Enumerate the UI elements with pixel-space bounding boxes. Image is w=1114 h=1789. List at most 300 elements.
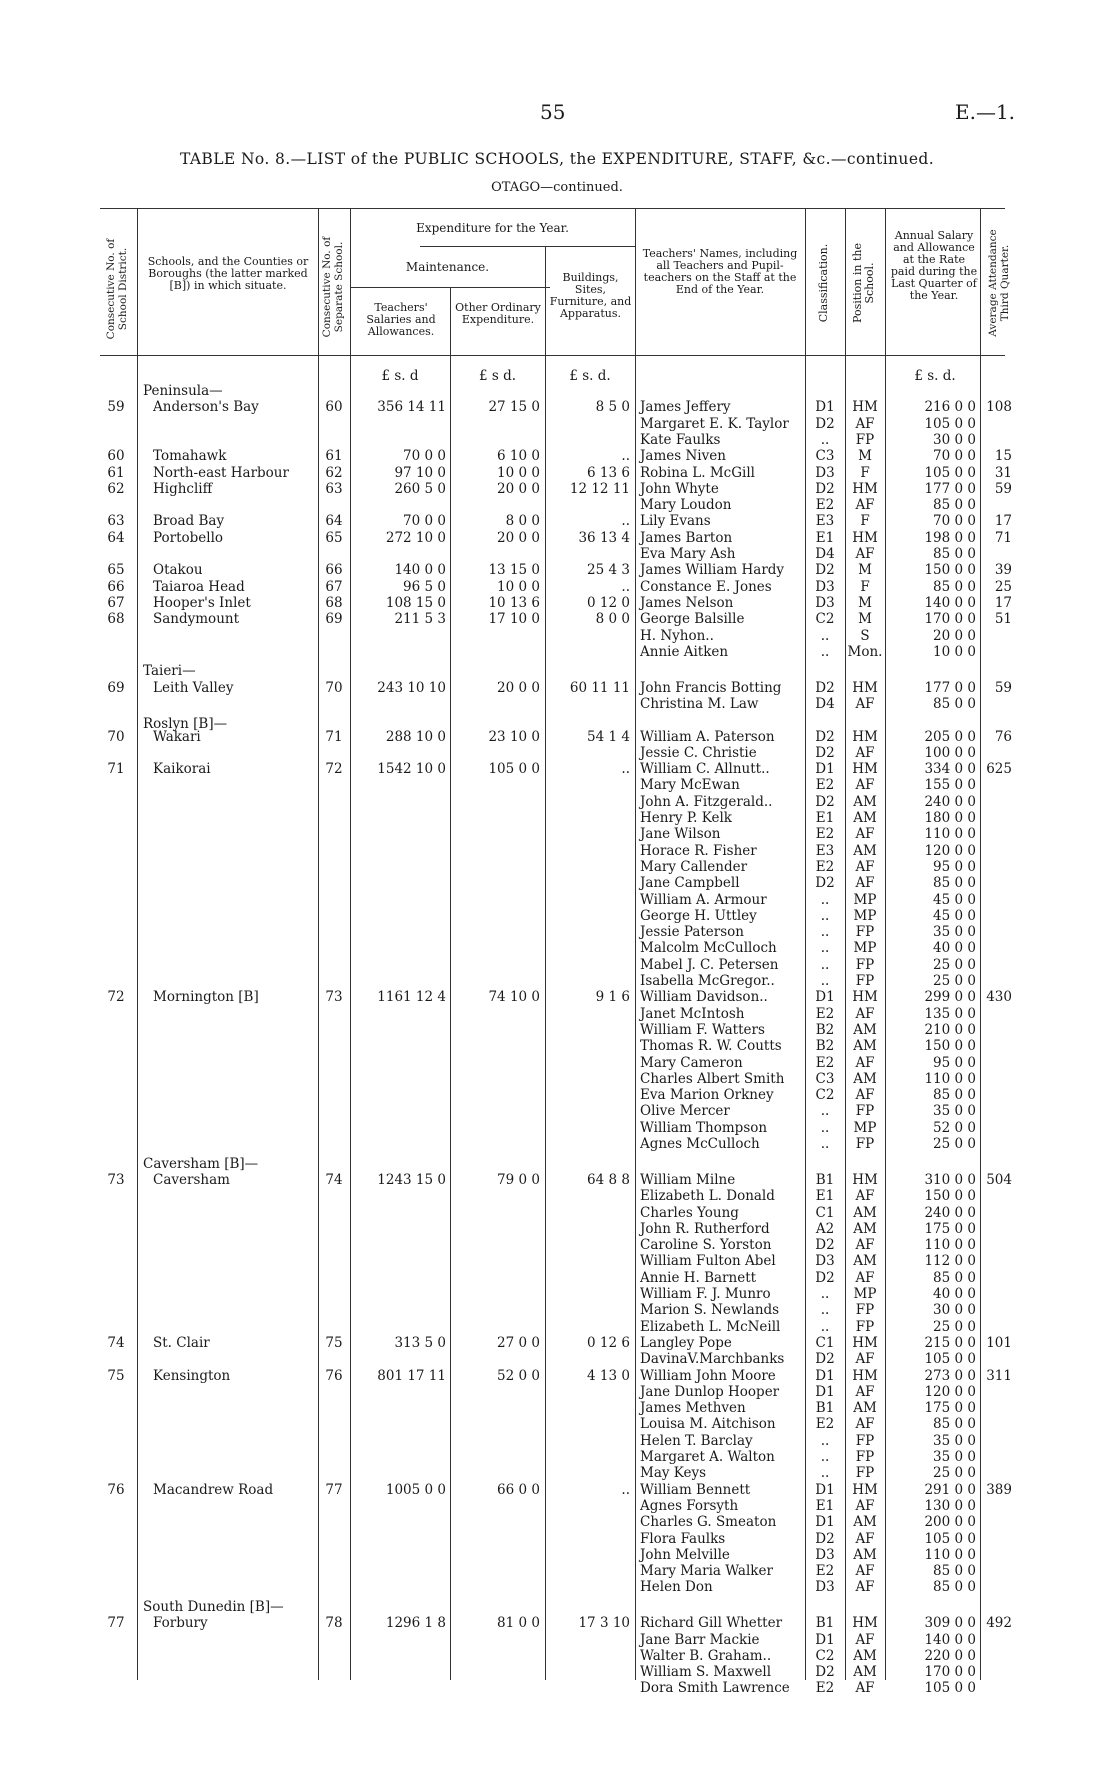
- teachers-salaries: 272 10 0: [385, 529, 446, 546]
- classification: D2: [815, 480, 835, 497]
- header-school-no: Consecutive No. of Separate School.: [321, 236, 345, 338]
- teacher-name: Richard Gill Whetter: [640, 1615, 783, 1632]
- other-expenditure: 74 10 0: [488, 989, 540, 1006]
- classification: D1: [815, 1514, 835, 1531]
- teacher-name: Walter B. Graham..: [640, 1647, 772, 1664]
- classification: ..: [820, 627, 830, 644]
- classification: C3: [815, 448, 835, 465]
- teacher-name: William A. Armour: [640, 891, 767, 908]
- other-expenditure: 8 0 0: [505, 513, 540, 530]
- teacher-name: Eva Marion Orkney: [640, 1087, 774, 1104]
- buildings-expenditure: ..: [621, 1481, 630, 1498]
- position: AF: [855, 744, 875, 761]
- group-heading: Peninsula—: [143, 383, 223, 399]
- annual-salary: 35 0 0: [933, 1449, 976, 1466]
- teacher-name: Mabel J. C. Petersen: [640, 956, 779, 973]
- teacher-name: Jane Campbell: [640, 875, 740, 892]
- position: AF: [855, 1005, 875, 1022]
- other-expenditure: 52 0 0: [497, 1367, 540, 1384]
- school-no: 72: [325, 761, 343, 778]
- teacher-name: James Methven: [640, 1400, 746, 1417]
- position: MP: [853, 907, 877, 924]
- position: MP: [853, 891, 877, 908]
- position: AF: [855, 858, 875, 875]
- annual-salary: 10 0 0: [933, 643, 976, 660]
- school-no: 70: [325, 679, 343, 696]
- classification: C2: [815, 1087, 835, 1104]
- classification: E2: [815, 1005, 835, 1022]
- district-no: 75: [107, 1367, 125, 1384]
- classification: B2: [815, 1038, 835, 1055]
- position: M: [858, 562, 872, 579]
- annual-salary: 180 0 0: [924, 810, 976, 827]
- position: AF: [855, 1631, 875, 1648]
- teacher-name: Robina L. McGill: [640, 464, 755, 481]
- group-heading: South Dunedin [B]—: [143, 1598, 284, 1615]
- school-name: Taiaroa Head: [153, 578, 245, 595]
- district-no: 64: [107, 529, 125, 546]
- school-name: Otakou: [153, 562, 203, 579]
- school-no: 68: [325, 594, 343, 611]
- district-no: 73: [107, 1171, 125, 1188]
- school-no: 73: [325, 989, 343, 1006]
- teacher-name: Agnes Forsyth: [640, 1497, 739, 1514]
- teacher-name: Helen T. Barclay: [640, 1432, 753, 1449]
- classification: E2: [815, 497, 835, 514]
- annual-salary: 205 0 0: [924, 728, 976, 745]
- school-no: 67: [325, 578, 343, 595]
- annual-salary: 45 0 0: [933, 907, 976, 924]
- position: AF: [855, 1054, 875, 1071]
- attendance: 39: [994, 562, 1012, 579]
- classification: D3: [815, 1579, 835, 1596]
- annual-salary: 85 0 0: [933, 1269, 976, 1286]
- group-heading: Roslyn [B]—: [143, 715, 228, 732]
- district-no: 62: [107, 480, 125, 497]
- attendance: 76: [994, 728, 1012, 745]
- teacher-name: Annie H. Barnett: [640, 1269, 757, 1286]
- classification: E2: [815, 1416, 835, 1433]
- attendance: 625: [986, 761, 1012, 778]
- currency-header-other: £ s d.: [478, 368, 517, 384]
- classification: E2: [815, 777, 835, 794]
- classification: D1: [815, 761, 835, 778]
- classification: ..: [820, 940, 830, 957]
- position: AM: [853, 1070, 877, 1087]
- school-name: Hooper's Inlet: [153, 594, 251, 611]
- teacher-name: Mary Loudon: [640, 497, 732, 514]
- classification: ..: [820, 1449, 830, 1466]
- position: AF: [855, 777, 875, 794]
- position: AF: [855, 1087, 875, 1104]
- annual-salary: 25 0 0: [933, 973, 976, 990]
- district-no: 76: [107, 1481, 125, 1498]
- classification: ..: [820, 891, 830, 908]
- classification: E2: [815, 1680, 835, 1697]
- annual-salary: 45 0 0: [933, 891, 976, 908]
- classification: E1: [815, 529, 835, 546]
- teacher-name: Elizabeth L. Donald: [640, 1188, 775, 1205]
- teacher-name: Mary Cameron: [640, 1054, 743, 1071]
- position: FP: [855, 1103, 875, 1120]
- teacher-name: Flora Faulks: [640, 1530, 726, 1547]
- classification: E2: [815, 1054, 835, 1071]
- attendance: 59: [994, 679, 1012, 696]
- annual-salary: 100 0 0: [924, 744, 976, 761]
- annual-salary: 198 0 0: [924, 529, 976, 546]
- other-expenditure: 20 0 0: [497, 679, 540, 696]
- teachers-salaries: 1542 10 0: [377, 761, 446, 778]
- classification: C2: [815, 1647, 835, 1664]
- teachers-salaries: 801 17 11: [377, 1367, 446, 1384]
- teacher-name: Margaret E. K. Taylor: [640, 415, 789, 432]
- teacher-name: Mary Maria Walker: [640, 1563, 773, 1580]
- teacher-name: James Niven: [640, 448, 726, 465]
- teachers-salaries: 313 5 0: [394, 1334, 446, 1351]
- classification: ..: [820, 1119, 830, 1136]
- attendance: 430: [986, 989, 1012, 1006]
- teacher-name: Agnes McCulloch: [640, 1136, 760, 1153]
- school-no: 78: [325, 1615, 343, 1632]
- school-no: 69: [325, 611, 343, 628]
- annual-salary: 310 0 0: [924, 1171, 976, 1188]
- position: AM: [853, 1220, 877, 1237]
- header-teachers-names: Teachers' Names, including all Teachers and Pupil-teachers on the Staff at the End of the Year.: [642, 247, 798, 296]
- classification: D1: [815, 1383, 835, 1400]
- buildings-expenditure: ..: [621, 513, 630, 530]
- header-other-expenditure: Other Ordinary Expenditure.: [455, 301, 541, 326]
- buildings-expenditure: 8 5 0: [595, 399, 630, 416]
- classification: E2: [815, 858, 835, 875]
- school-no: 75: [325, 1334, 343, 1351]
- teachers-salaries: 211 5 3: [394, 611, 446, 628]
- district-no: 70: [107, 728, 125, 745]
- teacher-name: DavinaV.Marchbanks: [640, 1351, 785, 1368]
- other-expenditure: 10 13 6: [488, 594, 540, 611]
- position: AM: [853, 810, 877, 827]
- teachers-salaries: 1161 12 4: [377, 989, 446, 1006]
- annual-salary: 177 0 0: [924, 480, 976, 497]
- classification: ..: [820, 1103, 830, 1120]
- annual-salary: 220 0 0: [924, 1647, 976, 1664]
- school-name: Portobello: [153, 529, 224, 546]
- position: AM: [853, 1514, 877, 1531]
- teacher-name: Malcolm McCulloch: [640, 940, 777, 957]
- position: AF: [855, 1237, 875, 1254]
- position: AF: [855, 1497, 875, 1514]
- school-no: 61: [325, 448, 343, 465]
- annual-salary: 25 0 0: [933, 1465, 976, 1482]
- teacher-name: William S. Maxwell: [640, 1664, 772, 1681]
- position: F: [860, 578, 870, 595]
- teachers-salaries: 96 5 0: [403, 578, 446, 595]
- annual-salary: 35 0 0: [933, 1432, 976, 1449]
- annual-salary: 105 0 0: [924, 415, 976, 432]
- annual-salary: 95 0 0: [933, 1054, 976, 1071]
- buildings-expenditure: 36 13 4: [578, 529, 630, 546]
- buildings-expenditure: ..: [621, 761, 630, 778]
- school-name: Tomahawk: [153, 448, 227, 465]
- annual-salary: 140 0 0: [924, 1631, 976, 1648]
- position: AM: [853, 1021, 877, 1038]
- classification: D2: [815, 793, 835, 810]
- position: HM: [852, 761, 878, 778]
- annual-salary: 85 0 0: [933, 1579, 976, 1596]
- district-no: 71: [107, 761, 125, 778]
- annual-salary: 52 0 0: [933, 1119, 976, 1136]
- position: M: [858, 611, 872, 628]
- teachers-salaries: 70 0 0: [403, 448, 446, 465]
- district-no: 63: [107, 513, 125, 530]
- teacher-name: Elizabeth L. McNeill: [640, 1318, 781, 1335]
- school-no: 66: [325, 562, 343, 579]
- teacher-name: John Francis Botting: [640, 679, 782, 696]
- school-no: 60: [325, 399, 343, 416]
- annual-salary: 70 0 0: [933, 513, 976, 530]
- teacher-name: James Jeffery: [640, 399, 731, 416]
- annual-salary: 112 0 0: [924, 1253, 976, 1270]
- classification: D2: [815, 1237, 835, 1254]
- teacher-name: James Nelson: [640, 594, 734, 611]
- attendance: 17: [994, 513, 1012, 530]
- teacher-name: Constance E. Jones: [640, 578, 772, 595]
- school-no: 62: [325, 464, 343, 481]
- buildings-expenditure: 54 1 4: [587, 728, 630, 745]
- annual-salary: 150 0 0: [924, 1038, 976, 1055]
- school-name: Wakari: [153, 728, 201, 745]
- teacher-name: Olive Mercer: [640, 1103, 730, 1120]
- position: FP: [855, 956, 875, 973]
- other-expenditure: 13 15 0: [488, 562, 540, 579]
- annual-salary: 95 0 0: [933, 858, 976, 875]
- position: AM: [853, 1647, 877, 1664]
- classification: D2: [815, 744, 835, 761]
- district-no: 72: [107, 989, 125, 1006]
- group-heading: Caversham [B]—: [143, 1155, 259, 1172]
- school-name: Leith Valley: [153, 679, 234, 696]
- teacher-name: Kate Faulks: [640, 431, 721, 448]
- annual-salary: 240 0 0: [924, 793, 976, 810]
- position: AM: [853, 1253, 877, 1270]
- classification: D1: [815, 1367, 835, 1384]
- attendance: 15: [994, 448, 1012, 465]
- school-no: 76: [325, 1367, 343, 1384]
- buildings-expenditure: 17 3 10: [578, 1615, 630, 1632]
- position: HM: [852, 1481, 878, 1498]
- table-title: TABLE No. 8.—LIST of the PUBLIC SCHOOLS, the EXPENDITURE, STAFF, &c.—continued.: [179, 150, 935, 168]
- teacher-name: Henry P. Kelk: [640, 810, 732, 827]
- teacher-name: Annie Aitken: [640, 643, 729, 660]
- annual-salary: 110 0 0: [924, 1237, 976, 1254]
- classification: E2: [815, 1563, 835, 1580]
- annual-salary: 135 0 0: [924, 1005, 976, 1022]
- position: FP: [855, 1302, 875, 1319]
- annual-salary: 291 0 0: [924, 1481, 976, 1498]
- teacher-name: Isabella McGregor..: [640, 973, 775, 990]
- position: AF: [855, 1383, 875, 1400]
- classification: ..: [820, 1136, 830, 1153]
- annual-salary: 35 0 0: [933, 1103, 976, 1120]
- school-name: Anderson's Bay: [153, 399, 259, 416]
- classification: B1: [815, 1615, 835, 1632]
- classification: A2: [815, 1220, 835, 1237]
- district-no: 68: [107, 611, 125, 628]
- buildings-expenditure: 6 13 6: [587, 464, 630, 481]
- school-no: 65: [325, 529, 343, 546]
- teacher-name: Jessie C. Christie: [640, 744, 757, 761]
- district-no: 61: [107, 464, 125, 481]
- position: HM: [852, 399, 878, 416]
- teacher-name: Thomas R. W. Coutts: [640, 1038, 782, 1055]
- header-maintenance: Maintenance.: [405, 260, 490, 274]
- other-expenditure: 17 10 0: [488, 611, 540, 628]
- buildings-expenditure: 0 12 6: [587, 1334, 630, 1351]
- position: AF: [855, 497, 875, 514]
- annual-salary: 85 0 0: [933, 695, 976, 712]
- teacher-name: Lily Evans: [640, 513, 711, 530]
- position: FP: [855, 1449, 875, 1466]
- teacher-name: John R. Rutherford: [640, 1220, 770, 1237]
- classification: ..: [820, 1432, 830, 1449]
- position: AM: [853, 1038, 877, 1055]
- teacher-name: William C. Allnutt..: [640, 761, 770, 778]
- teacher-name: James William Hardy: [640, 562, 785, 579]
- classification: E3: [815, 842, 835, 859]
- annual-salary: 105 0 0: [924, 1680, 976, 1697]
- classification: D3: [815, 464, 835, 481]
- attendance: 311: [986, 1367, 1012, 1384]
- other-expenditure: 81 0 0: [497, 1615, 540, 1632]
- classification: B1: [815, 1400, 835, 1417]
- buildings-expenditure: 0 12 0: [587, 594, 630, 611]
- classification: ..: [820, 907, 830, 924]
- buildings-expenditure: 64 8 8: [587, 1171, 630, 1188]
- school-name: Macandrew Road: [153, 1481, 274, 1498]
- position: M: [858, 594, 872, 611]
- teacher-name: May Keys: [640, 1465, 707, 1482]
- teacher-name: William F. J. Munro: [640, 1286, 771, 1303]
- annual-salary: 150 0 0: [924, 562, 976, 579]
- position: MP: [853, 1119, 877, 1136]
- position: MP: [853, 940, 877, 957]
- classification: E1: [815, 1497, 835, 1514]
- teacher-name: Mary Callender: [640, 858, 748, 875]
- buildings-expenditure: 4 13 0: [587, 1367, 630, 1384]
- position: AM: [853, 1400, 877, 1417]
- position: S: [860, 627, 870, 644]
- classification: D3: [815, 594, 835, 611]
- school-name: Highcliff: [153, 480, 213, 497]
- buildings-expenditure: 25 4 3: [587, 562, 630, 579]
- district-no: 69: [107, 679, 125, 696]
- classification: ..: [820, 431, 830, 448]
- annual-salary: 30 0 0: [933, 1302, 976, 1319]
- teacher-name: William Thompson: [640, 1119, 768, 1136]
- teacher-name: Jane Dunlop Hooper: [640, 1383, 780, 1400]
- position: FP: [855, 1318, 875, 1335]
- teacher-name: Louisa M. Aitchison: [640, 1416, 776, 1433]
- teacher-name: Charles Young: [640, 1204, 739, 1221]
- classification: C3: [815, 1070, 835, 1087]
- classification: D1: [815, 1631, 835, 1648]
- classification: D3: [815, 1253, 835, 1270]
- position: HM: [852, 1615, 878, 1632]
- district-no: 59: [107, 399, 125, 416]
- buildings-expenditure: 12 12 11: [569, 480, 630, 497]
- classification: ..: [820, 1465, 830, 1482]
- page-code: E.—1.: [955, 100, 1016, 124]
- school-name: Forbury: [153, 1615, 208, 1632]
- annual-salary: 105 0 0: [924, 464, 976, 481]
- district-no: 74: [107, 1334, 125, 1351]
- classification: D3: [815, 1546, 835, 1563]
- attendance: 17: [994, 594, 1012, 611]
- annual-salary: 175 0 0: [924, 1400, 976, 1417]
- other-expenditure: 20 0 0: [497, 480, 540, 497]
- header-district-no: Consecutive No. of School District.: [105, 238, 129, 340]
- teacher-name: William Milne: [640, 1171, 736, 1188]
- school-name: Mornington [B]: [153, 989, 259, 1006]
- teacher-name: Mary McEwan: [640, 777, 740, 794]
- teacher-name: John A. Fitzgerald..: [640, 793, 773, 810]
- annual-salary: 105 0 0: [924, 1530, 976, 1547]
- table-subtitle: OTAGO—continued.: [491, 180, 623, 195]
- currency-header-buildings: £ s. d.: [569, 368, 611, 384]
- header-schools: Schools, and the Counties or Boroughs (the latter marked [B]) in which situate.: [147, 255, 309, 292]
- teachers-salaries: 260 5 0: [394, 480, 446, 497]
- teacher-name: Jane Wilson: [640, 826, 721, 843]
- annual-salary: 85 0 0: [933, 1563, 976, 1580]
- position: AF: [855, 1351, 875, 1368]
- teachers-salaries: 1296 1 8: [385, 1615, 446, 1632]
- teacher-name: Christina M. Law: [640, 695, 759, 712]
- position: AF: [855, 1530, 875, 1547]
- annual-salary: 175 0 0: [924, 1220, 976, 1237]
- teachers-salaries: 1243 15 0: [377, 1171, 446, 1188]
- buildings-expenditure: ..: [621, 578, 630, 595]
- classification: ..: [820, 973, 830, 990]
- other-expenditure: 10 0 0: [497, 464, 540, 481]
- classification: E1: [815, 810, 835, 827]
- annual-salary: 110 0 0: [924, 1070, 976, 1087]
- annual-salary: 30 0 0: [933, 431, 976, 448]
- other-expenditure: 66 0 0: [497, 1481, 540, 1498]
- teacher-name: Langley Pope: [640, 1334, 732, 1351]
- teacher-name: Dora Smith Lawrence: [640, 1680, 790, 1697]
- teacher-name: Helen Don: [640, 1579, 713, 1596]
- other-expenditure: 27 0 0: [497, 1334, 540, 1351]
- classification: C1: [815, 1204, 835, 1221]
- position: Mon.: [847, 643, 883, 660]
- attendance: 504: [986, 1171, 1012, 1188]
- teacher-name: Caroline S. Yorston: [640, 1237, 772, 1254]
- classification: ..: [820, 956, 830, 973]
- header-position: Position in the School.: [851, 243, 876, 323]
- header-expenditure: Expenditure for the Year.: [416, 221, 569, 235]
- teacher-name: William Fulton Abel: [640, 1253, 776, 1270]
- teachers-salaries: 356 14 11: [377, 399, 446, 416]
- district-no: 77: [107, 1615, 125, 1632]
- position: HM: [852, 529, 878, 546]
- position: FP: [855, 1136, 875, 1153]
- other-expenditure: 79 0 0: [497, 1171, 540, 1188]
- annual-salary: 120 0 0: [924, 842, 976, 859]
- position: AF: [855, 546, 875, 562]
- position: AM: [853, 1204, 877, 1221]
- header-classification: Classification.: [817, 243, 830, 323]
- teacher-name: George Balsille: [640, 611, 745, 628]
- classification: D4: [815, 546, 835, 562]
